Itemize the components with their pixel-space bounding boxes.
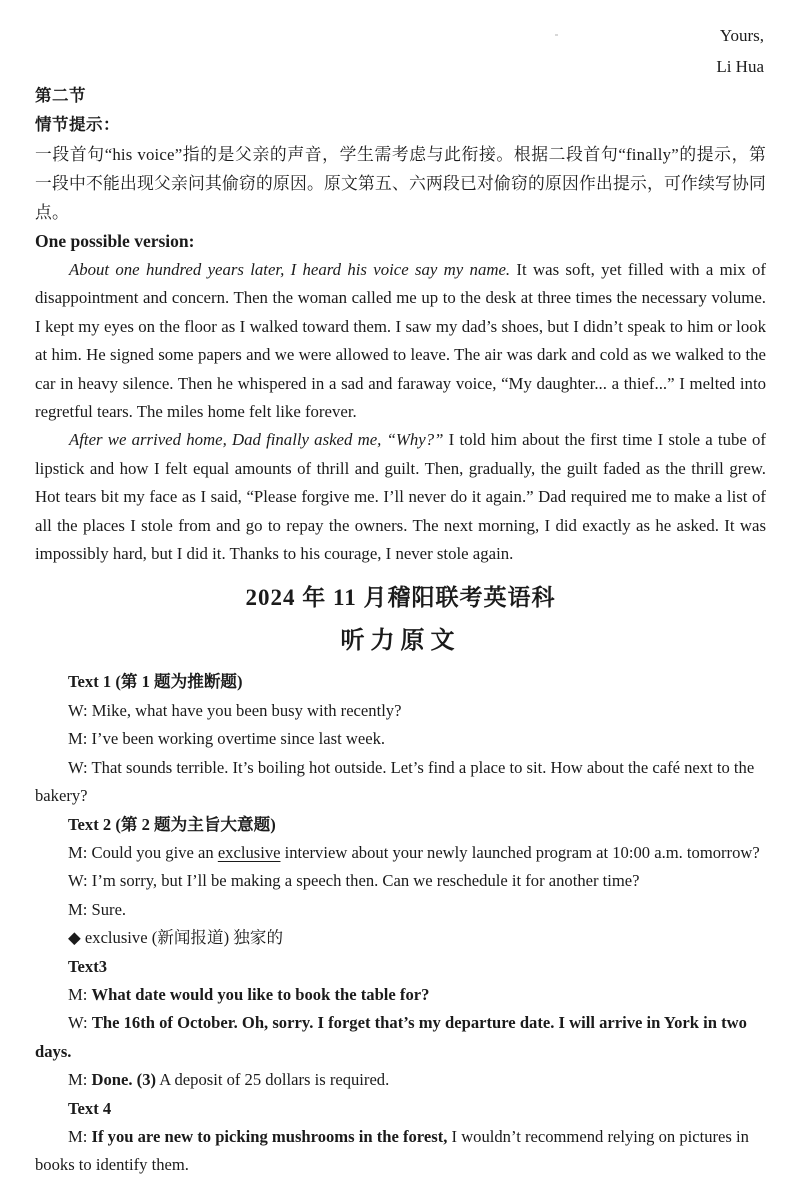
text1-heading: Text 1 (第 1 题为推断题) [68, 672, 243, 692]
text1-line-w1: W: Mike, what have you been busy with recently? [68, 700, 402, 720]
text3-line-w1: W: The 16th of October. Oh, sorry. I forget that’s my departure date. I will arrive in York in two days. [35, 1013, 747, 1061]
letter-closing [35, 20, 766, 82]
vocab-note: ◆ exclusive (新闻报道) 独家的 [68, 928, 284, 948]
text1-line-w2: W: That sounds terrible. It’s boiling hot outside. Let’s find a place to sit. How about the café next to the bakery? [35, 757, 755, 806]
essay-p2-lead: After we arrived home, Dad finally asked me, “Why?” [69, 430, 444, 450]
text2-heading: Text 2 (第 2 题为主旨大意题) [68, 814, 276, 834]
essay-paragraph-2 [35, 426, 766, 568]
text1-line-m1: M: I’ve been working overtime since last week. [68, 729, 386, 749]
essay-p1-lead: About one hundred years later, I heard his voice say my name. [69, 260, 511, 279]
text4-line-m1: M: If you are new to picking mushrooms in the forest, I wouldn’t recommend relying on pictures in books to identify them. [35, 1126, 749, 1175]
closing-yours: Yours, [719, 26, 764, 45]
text2-line-m2: M: Sure. [68, 899, 127, 919]
listening-script [35, 668, 766, 1179]
text3-heading: Text3 [68, 956, 108, 976]
essay-p2-body: I told him about the first time I stole a tube of lipstick and how I felt equal amounts of thrill and guilt. Then, gradually, the guilt faded as the thrill grew. Hot tears bit my face as I said, “Please forgive me. I’ll never do it again.” Dad required me to make a list of all the places I stole from and go to repay the owners. The next morning, I did exactly as he asked. It was impossibly hard, but I did it. Thanks to his courage, I never stole again. [35, 430, 767, 564]
text2-line-m1: M: Could you give an exclusive interview about your newly launched program at 10:00 a.m. tomorrow? [68, 842, 760, 862]
scan-artifact [555, 34, 558, 36]
doc-title: 2024 年 11 月稽阳联考英语科 [245, 585, 556, 611]
listening-title-block [35, 578, 766, 664]
closing-signature: Li Hua [716, 57, 764, 76]
doc-subtitle: 听力原文 [340, 628, 461, 655]
essay-paragraph-1 [35, 256, 766, 426]
text3-line-m2: M: Done. (3) A deposit of 25 dollars is required. [68, 1070, 390, 1090]
essay-p1-body: It was soft, yet filled with a mix of disappointment and concern. Then the woman called me up to the desk at three times the necessary volume. I kept my eyes on the floor as I walked toward them. I saw my dad’s shoes, but I didn’t speak to him or look at him. He signed some papers and we were allowed to leave. The air was dark and cold as we walked to the car in heavy silence. Then he whispered in a sad and faraway voice, “My daughter... a thief...” I melted into regretful tears. The miles home felt like forever. [35, 260, 766, 422]
text2-line-w1: W: I’m sorry, but I’ll be making a speech then. Can we reschedule it for another time? [68, 871, 640, 891]
text3-line-m1: M: What date would you like to book the table for? [68, 984, 430, 1004]
version-label: One possible version: [35, 231, 195, 251]
plot-hint-label: 情节提示： [35, 116, 120, 134]
section-heading: 第二节 [35, 87, 86, 105]
plot-hint-text: 一段首句“his voice”指的是父亲的声音，学生需考虑与此衔接。根据二段首句“finally”的提示，第一段中不能出现父亲问其偷窃的原因。原文第五、六两段已对偷窃的原因作出提示，可作续写协同点。 [35, 145, 766, 222]
text4-heading: Text 4 [68, 1098, 112, 1118]
